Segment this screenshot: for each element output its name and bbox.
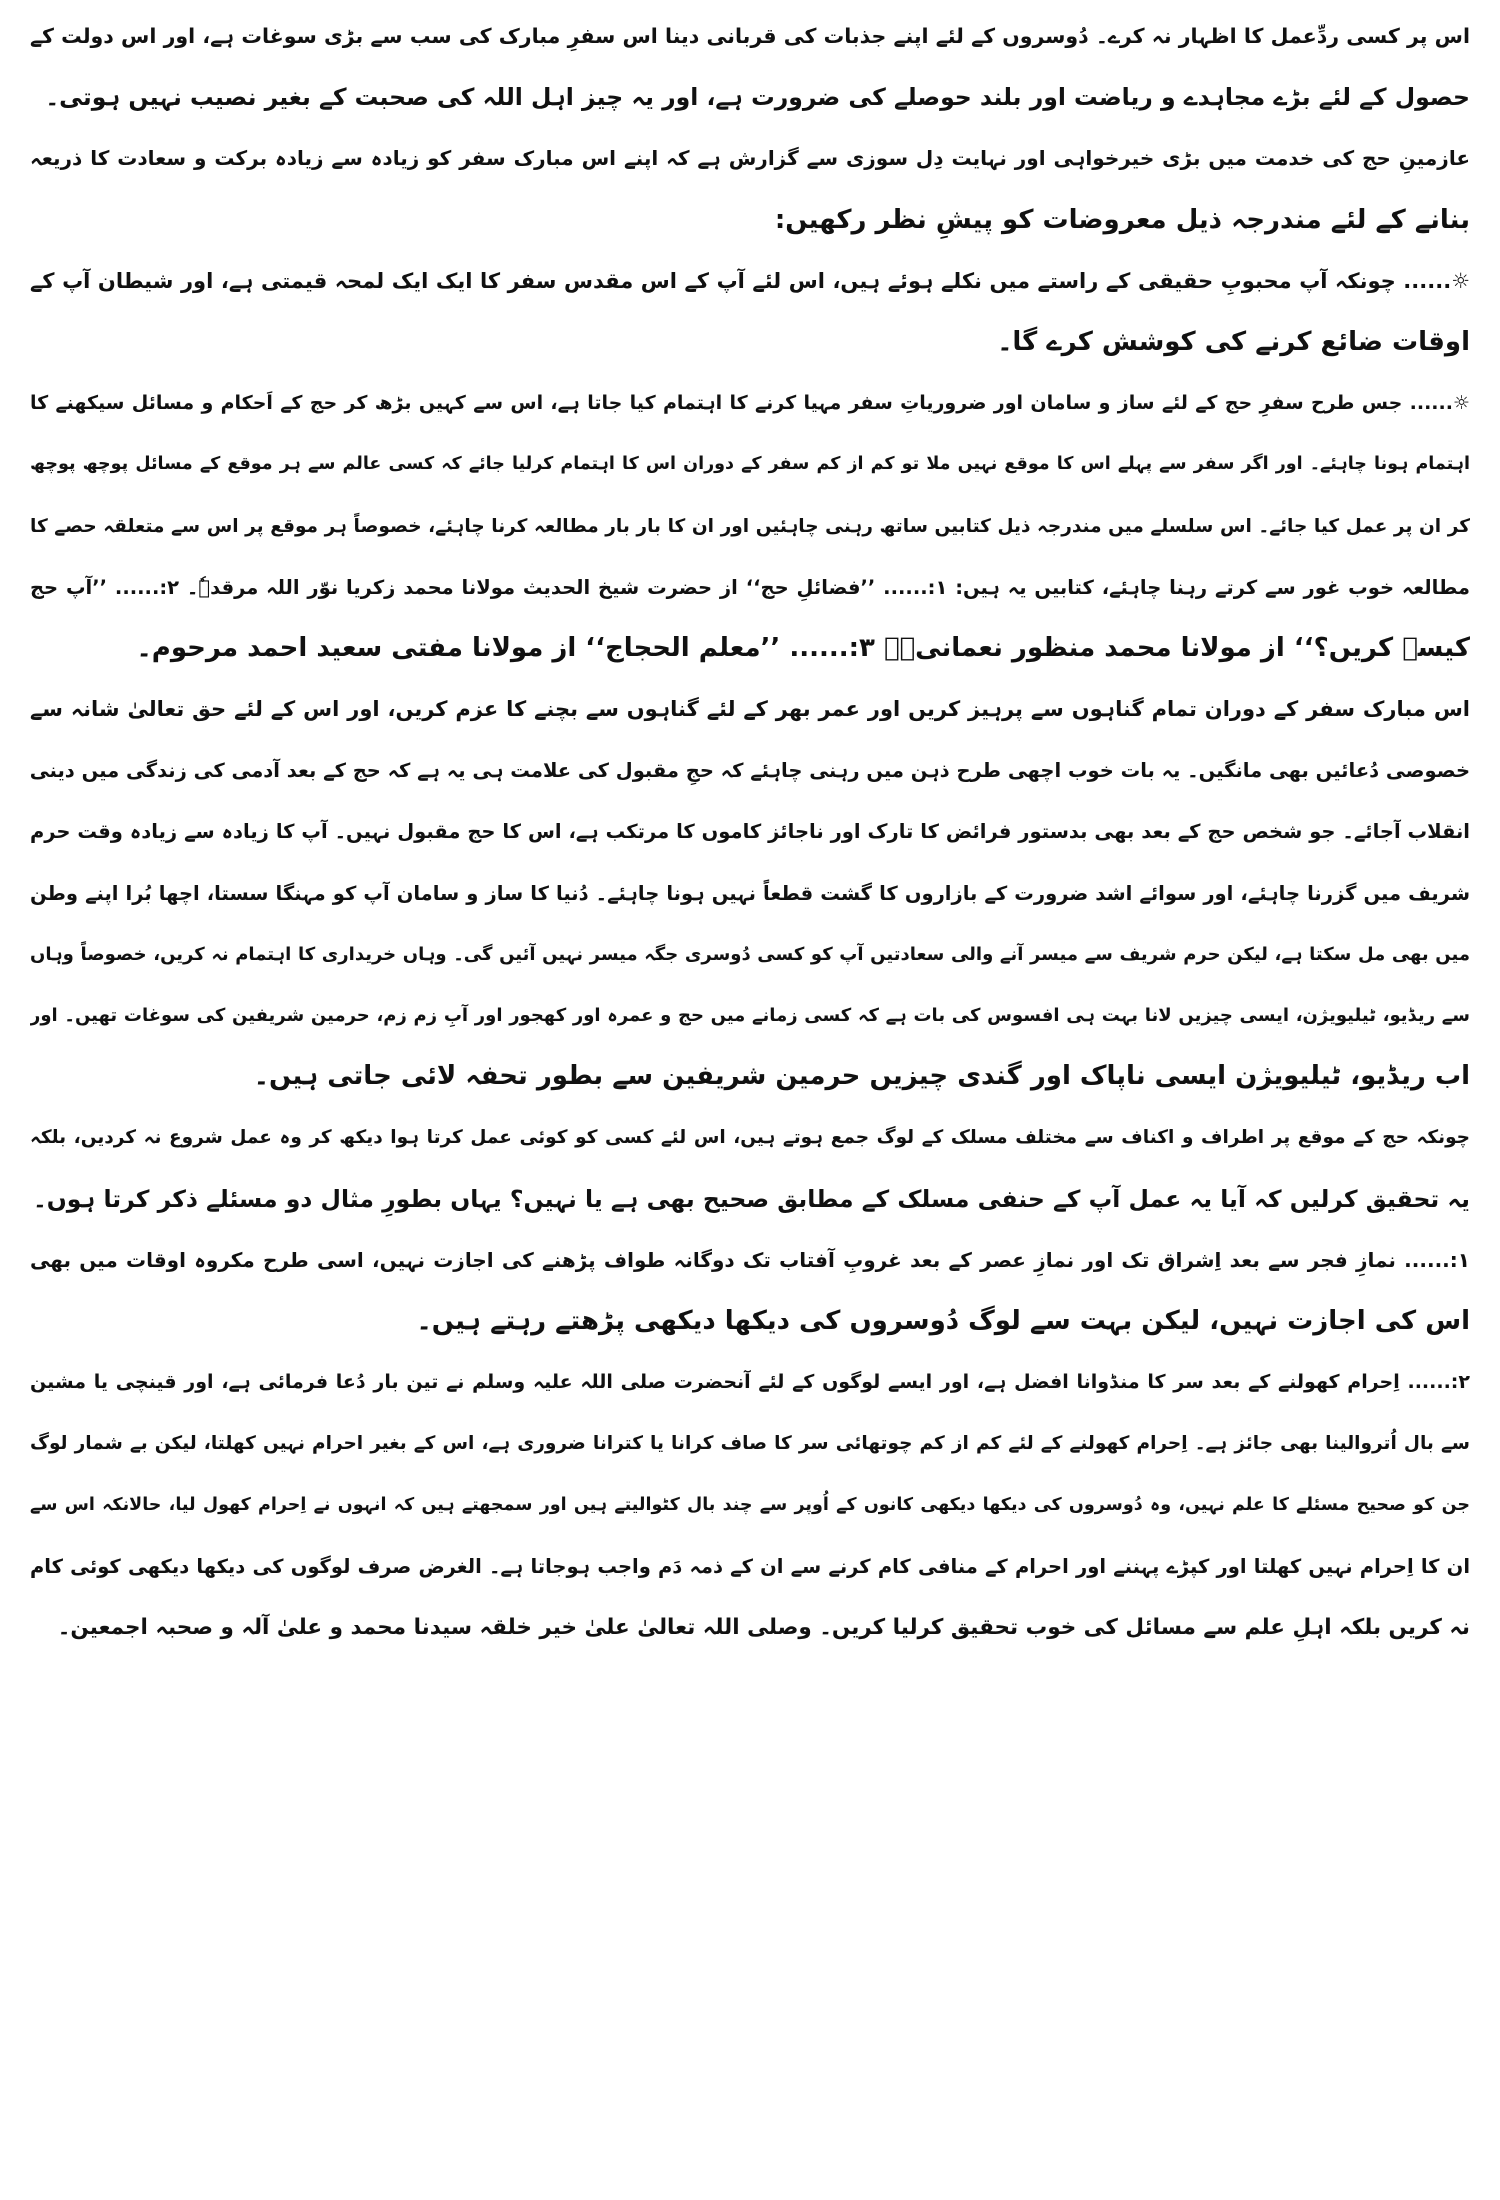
text-line: حصول کے لئے بڑے مجاہدے و ریاضت اور بلند حوصلے کی ضرورت ہے، اور یہ چیز اہل اللہ کی صحبت کے بغیر نصیب نہیں ہوتی۔ (45, 83, 1470, 112)
text-line: عازمینِ حج کی خدمت میں بڑی خیرخواہی اور نہایت دِل سوزی سے گزارش ہے کہ اپنے اس مبارک سفر کو زیادہ سے زیادہ برکت و سعادت کا ذریعہ (30, 146, 1470, 171)
text-line: ان کا اِحرام نہیں کھلتا اور کپڑے پہننے اور احرام کے منافی کام کرنے سے ان کے ذمہ دَم واجب ہوجاتا ہے۔ الغرض صرف لوگوں کی دیکھا دیکھی کوئی کام (30, 1554, 1470, 1578)
text-line: اہتمام ہونا چاہئے۔ اور اگر سفر سے پہلے اس کا موقع نہیں ملا تو کم از کم سفر کے دوران اس کا اہتمام کرلیا جائے کہ کسی عالم سے ہر موقع کے مسائل پوچھ پوچھ (30, 454, 1470, 475)
text-line: انقلاب آجائے۔ جو شخص حج کے بعد بھی بدستور فرائض کا تارک اور ناجائز کاموں کا مرتکب ہے، اس کا حج مقبول نہیں۔ آپ کا زیادہ سے زیادہ وقت حرم (30, 820, 1470, 844)
text-line: چونکہ حج کے موقع پر اطراف و اکناف سے مختلف مسلک کے لوگ جمع ہوتے ہیں، اس لئے کسی کو کوئی عمل کرتا ہوا دیکھ کر وہ عمل شروع نہ کردیں، بلکہ (30, 1127, 1470, 1149)
text-line: ☼...... جس طرح سفرِ حج کے لئے ساز و سامان اور ضروریاتِ سفر مہیا کرنے کا اہتمام کیا جاتا ہے، اس سے کہیں بڑھ کر حج کے اَحکام و مسائل سیکھنے کا (30, 392, 1470, 415)
text-line: جن کو صحیح مسئلے کا علم نہیں، وہ دُوسروں کی دیکھا دیکھی کانوں کے اُوپر سے چند بال کٹوالیتے ہیں اور سمجھتے ہیں کہ انہوں نے اِحرام کھول لیا، حالانکہ اس سے (30, 1494, 1470, 1515)
text-line: سے ریڈیو، ٹیلیویژن، ایسی چیزیں لانا بہت ہی افسوس کی بات ہے کہ کسی زمانے میں حج و عمرہ اور کھجور اور آبِ زم زم، حرمین شریفین کی سوغات تھیں۔ اور (30, 1005, 1470, 1026)
text-line: یہ تحقیق کرلیں کہ آیا یہ عمل آپ کے حنفی مسلک کے مطابق صحیح بھی ہے یا نہیں؟ یہاں بطورِ مثال دو مسئلے ذکر کرتا ہوں۔ (32, 1184, 1470, 1213)
text-line: نہ کریں بلکہ اہلِ علم سے مسائل کی خوب تحقیق کرلیا کریں۔ وصلی اللہ تعالیٰ علیٰ خیر خلقہ سیدنا محمد و علیٰ آلہ و صحبہ اجمعین۔ (57, 1614, 1470, 1640)
text-line: مطالعہ خوب غور سے کرتے رہنا چاہئے، کتابیں یہ ہیں: ۱:...... ’’فضائلِ حج‘‘ از حضرت شیخ الحدیث مولانا محمد زکریا نوّر اللہ مرقدہٗ۔ ۲:...... ’’آپ حج (30, 575, 1470, 599)
text-line: اس پر کسی ردِّعمل کا اظہار نہ کرے۔ دُوسروں کے لئے اپنے جذبات کی قربانی دینا اس سفرِ مبارک کی سب سے بڑی سوغات ہے، اور اس دولت کے (30, 24, 1470, 48)
text-line: اوقات ضائع کرنے کی کوشش کرے گا۔ (997, 326, 1470, 357)
text-line: کر ان پر عمل کیا جائے۔ اس سلسلے میں مندرجہ ذیل کتابیں ساتھ رہنی چاہئیں اور ان کا بار بار مطالعہ کرنا چاہئے، خصوصاً ہر موقع پر اس سے متعلقہ حصے کا (30, 515, 1470, 537)
text-line: کیسے کریں؟‘‘ از مولانا محمد منظور نعمانیؒ۔ ۳:...... ’’معلم الحجاج‘‘ از مولانا مفتی سعید احمد مرحوم۔ (136, 632, 1470, 663)
document-page (30, 6, 1470, 2196)
text-line: ۲:...... اِحرام کھولنے کے بعد سر کا منڈوانا افضل ہے، اور ایسے لوگوں کے لئے آنحضرت صلی اللہ علیہ وسلم نے تین بار دُعا فرمائی ہے، اور قینچی یا مشین (30, 1371, 1470, 1394)
text-line: خصوصی دُعائیں بھی مانگیں۔ یہ بات خوب اچھی طرح ذہن میں رہنی چاہئے کہ حجِ مقبول کی علامت ہی یہ ہے کہ حج کے بعد آدمی کی زندگی میں دینی (30, 759, 1470, 783)
text-line: ☼...... چونکہ آپ محبوبِ حقیقی کے راستے میں نکلے ہوئے ہیں، اس لئے آپ کے اس مقدس سفر کا ایک ایک لمحہ قیمتی ہے، اور شیطان آپ کے (30, 268, 1470, 293)
text-line: اس مبارک سفر کے دوران تمام گناہوں سے پرہیز کریں اور عمر بھر کے لئے گناہوں سے بچنے کا عزم کریں، اور اس کے لئے حق تعالیٰ شانہ سے (30, 697, 1470, 722)
text-line: ۱:...... نمازِ فجر سے بعد اِشراق تک اور نمازِ عصر کے بعد غروبِ آفتاب تک دوگانہ طواف پڑھنے کی اجازت نہیں، اسی طرح مکروہ اوقات میں بھی (30, 1247, 1470, 1272)
text-line: اس کی اجازت نہیں، لیکن بہت سے لوگ دُوسروں کی دیکھا دیکھی پڑھتے رہتے ہیں۔ (416, 1305, 1470, 1336)
text-line: میں بھی مل سکتا ہے، لیکن حرم شریف سے میسر آنے والی سعادتیں آپ کو کسی دُوسری جگہ میسر نہیں آئیں گی۔ وہاں خریداری کا اہتمام نہ کریں، خصوصاً وہاں (30, 943, 1470, 965)
text-line: شریف میں گزرنا چاہئے، اور سوائے اشد ضرورت کے بازاروں کا گشت قطعاً نہیں ہونا چاہئے۔ دُنیا کا ساز و سامان آپ کو مہنگا سستا، اچھا بُرا اپنے وطن (30, 881, 1470, 905)
text-line: اب ریڈیو، ٹیلیویژن ایسی ناپاک اور گندی چیزیں حرمین شریفین سے بطور تحفہ لائی جاتی ہیں۔ (253, 1061, 1470, 1092)
text-line: سے بال اُتروالینا بھی جائز ہے۔ اِحرام کھولنے کے لئے کم از کم چوتھائی سر کا صاف کرانا یا کترانا ضروری ہے، اس کے بغیر احرام نہیں کھلتا، لیکن بے شمار لوگ (30, 1433, 1470, 1455)
text-line: بنانے کے لئے مندرجہ ذیل معروضات کو پیشِ نظر رکھیں: (774, 204, 1470, 235)
